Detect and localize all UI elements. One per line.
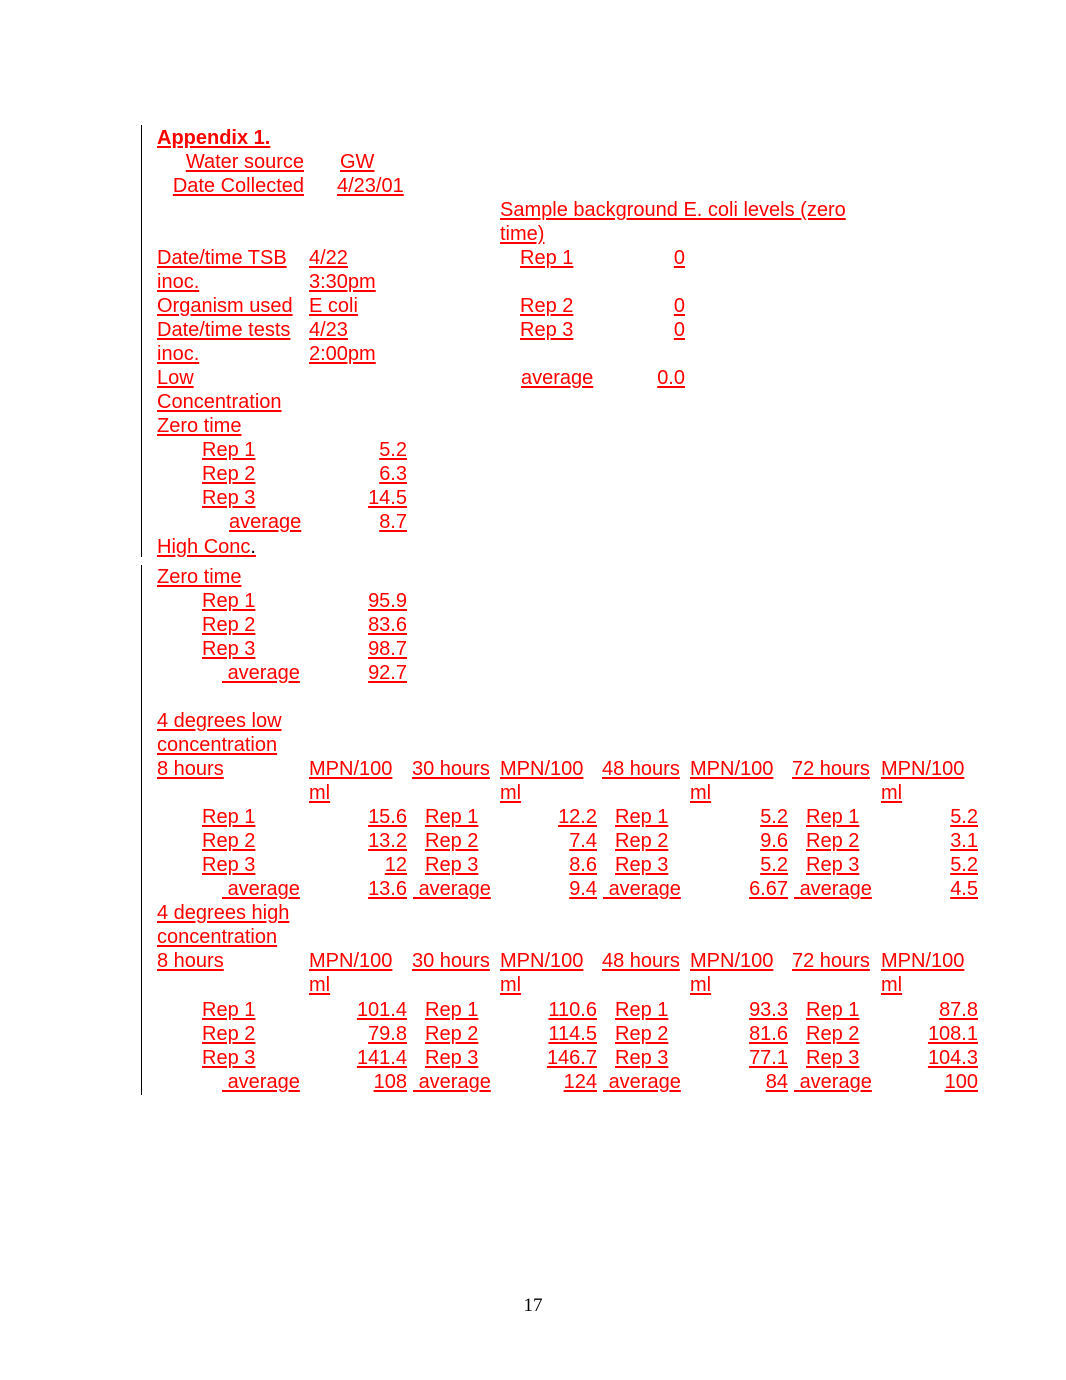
water-source-label: Water source	[185, 151, 304, 173]
low-4deg-average-value: 4.5	[950, 878, 978, 900]
high-zero-rep-label: Rep 3	[202, 638, 256, 660]
low-4deg-value: 5.2	[760, 806, 788, 828]
low-4deg-value: 15.6	[368, 806, 407, 828]
high-4deg-unit-ml: ml	[690, 974, 712, 996]
high-4deg-value: 110.6	[548, 999, 597, 1021]
low-4deg-average-label: average	[418, 878, 491, 900]
high-4deg-average-label: average	[227, 1071, 300, 1093]
background-rep-value: 0	[673, 295, 685, 317]
tests-label-line2: inoc.	[157, 343, 200, 365]
high-conc-zero-time: Zero time	[157, 566, 242, 588]
low-4deg-average-label: average	[799, 878, 872, 900]
high-4deg-value: 93.3	[749, 999, 788, 1021]
low-4deg-rep-label: Rep 1	[425, 806, 479, 828]
high-4deg-unit-ml: ml	[500, 974, 522, 996]
revision-bar-bottom	[141, 565, 142, 1095]
high-4deg-value: 141.4	[356, 1047, 407, 1069]
high-zero-average-label: average	[227, 662, 300, 684]
low-4deg-rep-label: Rep 2	[425, 830, 479, 852]
high-4deg-rep-label: Rep 2	[615, 1023, 669, 1045]
low-4deg-rep-label: Rep 2	[806, 830, 860, 852]
water-source-value: GW	[340, 151, 375, 173]
low-4deg-heading-line2: concentration	[157, 734, 278, 756]
high-4deg-heading-line2: concentration	[157, 926, 278, 948]
low-4deg-value: 13.2	[368, 830, 407, 852]
low-4deg-unit-ml: ml	[881, 782, 903, 804]
date-collected-label: Date Collected	[172, 175, 304, 197]
high-4deg-rep-label: Rep 3	[615, 1047, 669, 1069]
high-4deg-heading-line1: 4 degrees high	[157, 902, 290, 924]
low-4deg-heading-line1: 4 degrees low	[157, 710, 282, 732]
background-rep-label: Rep 1	[520, 247, 574, 269]
high-zero-rep-value: 98.7	[368, 638, 407, 660]
low-4deg-unit-ml: ml	[690, 782, 712, 804]
low-conc-heading-line1: Low	[157, 367, 194, 389]
high-4deg-unit: MPN/100	[309, 950, 393, 972]
low-4deg-average-value: 9.4	[569, 878, 597, 900]
low-zero-rep-value: 5.2	[379, 439, 407, 461]
high-4deg-rep-label: Rep 1	[202, 999, 256, 1021]
high-4deg-rep-label: Rep 1	[806, 999, 860, 1021]
low-4deg-value: 3.1	[950, 830, 978, 852]
high-4deg-average-label: average	[418, 1071, 491, 1093]
high-4deg-value: 77.1	[749, 1047, 788, 1069]
low-4deg-unit-ml: ml	[500, 782, 522, 804]
low-4deg-value: 8.6	[569, 854, 597, 876]
low-4deg-unit: MPN/100	[309, 758, 393, 780]
background-rep-label: Rep 3	[520, 319, 574, 341]
high-zero-rep-value: 83.6	[368, 614, 407, 636]
high-4deg-unit: MPN/100	[881, 950, 965, 972]
low-4deg-rep-label: Rep 3	[425, 854, 479, 876]
low-4deg-time-48h: 48 hours	[602, 758, 680, 780]
high-4deg-time-30h: 30 hours	[412, 950, 490, 972]
revision-bar-top	[141, 125, 142, 557]
high-conc-heading: High Conc.	[157, 536, 256, 558]
low-4deg-average-value: 6.67	[749, 878, 788, 900]
high-4deg-value: 104.3	[927, 1047, 978, 1069]
background-rep-label: Rep 2	[520, 295, 574, 317]
high-zero-rep-value: 95.9	[368, 590, 407, 612]
high-4deg-rep-label: Rep 2	[806, 1023, 860, 1045]
low-zero-rep-label: Rep 3	[202, 487, 256, 509]
background-rep-value: 0	[673, 247, 685, 269]
tsb-value-line2: 3:30pm	[309, 271, 376, 293]
low-zero-rep-value: 6.3	[379, 463, 407, 485]
high-4deg-average-value: 84	[765, 1071, 788, 1093]
high-4deg-rep-label: Rep 2	[425, 1023, 479, 1045]
high-zero-average-value: 92.7	[368, 662, 407, 684]
high-4deg-unit-ml: ml	[881, 974, 903, 996]
high-4deg-average-value: 100	[944, 1071, 978, 1093]
high-4deg-value: 79.8	[368, 1023, 407, 1045]
high-4deg-average-label: average	[799, 1071, 872, 1093]
low-zero-average-value: 8.7	[379, 511, 407, 533]
low-4deg-unit: MPN/100	[500, 758, 584, 780]
high-4deg-rep-label: Rep 1	[615, 999, 669, 1021]
high-4deg-rep-label: Rep 3	[806, 1047, 860, 1069]
low-4deg-time-8h: 8 hours	[157, 758, 224, 780]
low-zero-rep-label: Rep 1	[202, 439, 256, 461]
low-zero-rep-value: 14.5	[368, 487, 407, 509]
low-4deg-average-value: 13.6	[368, 878, 407, 900]
low-4deg-rep-label: Rep 2	[615, 830, 669, 852]
date-collected-value: 4/23/01	[337, 175, 404, 197]
high-4deg-rep-label: Rep 2	[202, 1023, 256, 1045]
low-4deg-rep-label: Rep 3	[202, 854, 256, 876]
tsb-label-line2: inoc.	[157, 271, 200, 293]
high-4deg-unit: MPN/100	[690, 950, 774, 972]
organism-label: Organism used	[157, 295, 293, 317]
background-average-value: 0.0	[657, 367, 685, 389]
low-4deg-unit: MPN/100	[881, 758, 965, 780]
low-4deg-rep-label: Rep 1	[806, 806, 860, 828]
background-average-label: average	[521, 367, 594, 389]
low-4deg-time-30h: 30 hours	[412, 758, 490, 780]
high-4deg-value: 81.6	[749, 1023, 788, 1045]
low-4deg-average-label: average	[227, 878, 300, 900]
high-4deg-value: 87.8	[939, 999, 978, 1021]
low-4deg-unit-ml: ml	[309, 782, 331, 804]
background-title-line1: Sample background E. coli levels (zero	[500, 199, 846, 221]
low-4deg-value: 5.2	[760, 854, 788, 876]
high-4deg-value: 108.1	[927, 1023, 978, 1045]
low-4deg-rep-label: Rep 3	[615, 854, 669, 876]
high-4deg-average-value: 124	[563, 1071, 597, 1093]
low-4deg-unit: MPN/100	[690, 758, 774, 780]
tests-label-line1: Date/time tests	[157, 319, 291, 341]
low-4deg-value: 5.2	[950, 806, 978, 828]
low-zero-rep-label: Rep 2	[202, 463, 256, 485]
appendix-title: Appendix 1.	[157, 127, 271, 149]
high-4deg-rep-label: Rep 3	[202, 1047, 256, 1069]
high-4deg-time-72h: 72 hours	[792, 950, 870, 972]
high-4deg-value: 101.4	[356, 999, 407, 1021]
high-zero-rep-label: Rep 2	[202, 614, 256, 636]
low-4deg-value: 5.2	[950, 854, 978, 876]
low-zero-average-label: average	[229, 511, 302, 533]
organism-value: E coli	[309, 295, 358, 317]
tests-value-line2: 2:00pm	[309, 343, 376, 365]
background-rep-value: 0	[673, 319, 685, 341]
high-4deg-average-value: 108	[373, 1071, 407, 1093]
low-4deg-rep-label: Rep 1	[202, 806, 256, 828]
high-4deg-average-label: average	[608, 1071, 681, 1093]
low-4deg-value: 12.2	[558, 806, 597, 828]
low-4deg-value: 9.6	[760, 830, 788, 852]
low-4deg-rep-label: Rep 2	[202, 830, 256, 852]
low-4deg-rep-label: Rep 1	[615, 806, 669, 828]
background-title-line2: time)	[500, 223, 545, 245]
high-zero-rep-label: Rep 1	[202, 590, 256, 612]
high-4deg-unit-ml: ml	[309, 974, 331, 996]
page-number: 17	[523, 1295, 543, 1316]
low-4deg-time-72h: 72 hours	[792, 758, 870, 780]
low-conc-heading-line2: Concentration	[157, 391, 282, 413]
high-4deg-value: 114.5	[548, 1023, 597, 1045]
high-4deg-time-8h: 8 hours	[157, 950, 224, 972]
tests-value-line1: 4/23	[309, 319, 348, 341]
low-4deg-value: 7.4	[569, 830, 597, 852]
high-4deg-rep-label: Rep 1	[425, 999, 479, 1021]
high-4deg-value: 146.7	[546, 1047, 597, 1069]
low-4deg-average-label: average	[608, 878, 681, 900]
low-conc-zero-time: Zero time	[157, 415, 242, 437]
high-4deg-unit: MPN/100	[500, 950, 584, 972]
tsb-value-line1: 4/22	[309, 247, 348, 269]
low-4deg-rep-label: Rep 3	[806, 854, 860, 876]
tsb-label-line1: Date/time TSB	[157, 247, 287, 269]
high-4deg-time-48h: 48 hours	[602, 950, 680, 972]
high-4deg-rep-label: Rep 3	[425, 1047, 479, 1069]
low-4deg-value: 12	[384, 854, 407, 876]
